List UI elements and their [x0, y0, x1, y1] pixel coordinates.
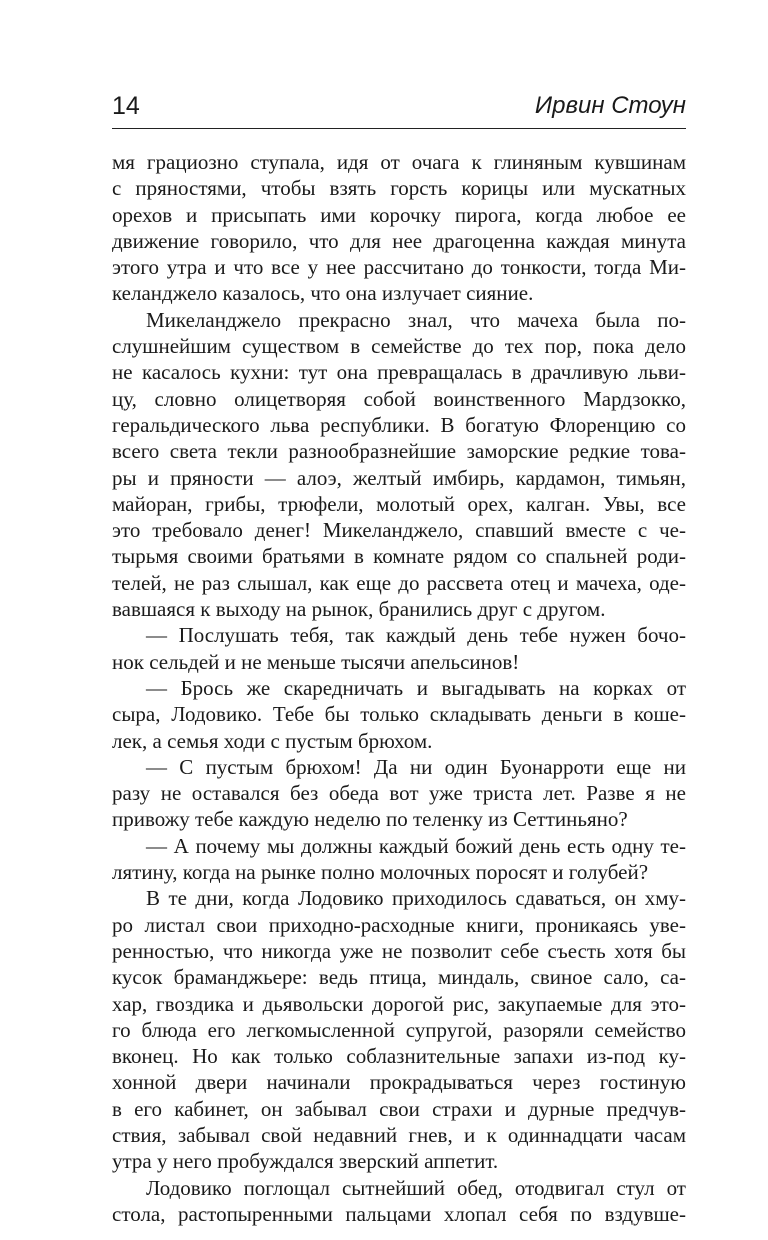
text-line: всего света текли разнообразнейшие заморские редкие това- — [112, 439, 686, 464]
text-line: разу не оставался без обеда вот уже триста лет. Разве я не — [112, 781, 686, 806]
text-line: сыра, Лодовико. Тебе бы только складывать деньги в коше- — [112, 702, 686, 727]
text-line: кусок браманджьере: ведь птица, миндаль, свиное сало, са- — [112, 965, 686, 990]
text-line: привожу тебе каждую неделю по теленку из Сеттиньяно? — [112, 807, 628, 832]
text-line: ро листал свои приходно-расходные книги, проникаясь уве- — [112, 912, 686, 937]
text-line: Лодовико поглощал сытнейший обед, отодвигал стул от — [146, 1175, 686, 1200]
text-line: — А почему мы должны каждый божий день есть одну те- — [146, 833, 686, 858]
body-text — [112, 149, 686, 1227]
text-line: лек, а семья ходи с пустым брюхом. — [112, 728, 433, 753]
text-line: не касалось кухни: тут она превращалась в драчливую льви- — [112, 360, 686, 385]
text-line: геральдического льва республики. В богатую Флоренцию со — [112, 412, 686, 437]
text-line: хар, гвоздика и дьявольски дорогой рис, закупаемые для это- — [112, 991, 686, 1016]
text-line: этого утра и что все у нее рассчитано до тонкости, тогда Ми- — [112, 255, 686, 280]
page-header — [112, 90, 686, 129]
text-line: — Брось же скаредничать и выгадывать на корках от — [146, 675, 686, 700]
text-line: вавшаяся к выходу на рынок, бранились друг с другом. — [112, 597, 606, 622]
text-line: го блюда его легкомысленной супругой, разоряли семейство — [112, 1017, 686, 1042]
text-line: хонной двери начинали прокрадываться через гостиную — [112, 1070, 686, 1095]
text-line: стола, растопыренными пальцами хлопал себя по вздувше- — [112, 1201, 686, 1226]
text-line: вконец. Но как только соблазнительные запахи из-под ку- — [112, 1044, 686, 1069]
text-line: ствия, забывал свой недавний гнев, и к одиннадцати часам — [112, 1122, 686, 1147]
text-line: в его кабинет, он забывал свои страхи и дурные предчув- — [112, 1096, 686, 1121]
text-line: нок сельдей и не меньше тысячи апельсинов! — [112, 649, 520, 674]
text-line: майоран, грибы, трюфели, молотый орех, калган. Увы, все — [112, 491, 686, 516]
text-line: Микеланджело прекрасно знал, что мачеха была по- — [146, 307, 686, 332]
text-line: лятину, когда на рынке полно молочных поросят и голубей? — [112, 860, 649, 885]
text-line: ренностью, что никогда уже не позволит себе съесть хотя бы — [112, 938, 686, 963]
text-line: слушнейшим существом в семействе до тех пор, пока дело — [112, 334, 686, 359]
page-number: 14 — [112, 92, 140, 120]
text-line: цу, словно олицетворяя собой воинственного Мардзокко, — [112, 386, 686, 411]
text-line: телей, не раз слышал, как еще до рассвета отец и мачеха, оде- — [112, 570, 686, 595]
text-line: мя грациозно ступала, идя от очага к глиняным кувшинам — [112, 150, 686, 174]
text-line: тырьмя своими братьями в комнате рядом со спальней роди- — [112, 544, 686, 569]
text-line: келанджело казалось, что она излучает сияние. — [112, 281, 534, 306]
text-line: ры и пряности — алоэ, желтый имбирь, кардамон, тимьян, — [112, 465, 686, 490]
text-line: орехов и присыпать ими корочку пирога, когда любое ее — [112, 202, 686, 227]
text-line: В те дни, когда Лодовико приходилось сдаваться, он хму- — [146, 886, 686, 911]
text-line: с пряностями, чтобы взять горсть корицы или мускатных — [112, 176, 686, 201]
text-line: утра у него пробуждался зверский аппетит. — [112, 1149, 499, 1174]
text-line: движение говорило, что для нее драгоценна каждая минута — [112, 228, 686, 253]
text-line: — Послушать тебя, так каждый день тебе нужен бочо- — [146, 623, 686, 648]
running-head-author: Ирвин Стоун — [534, 92, 686, 119]
text-line: — С пустым брюхом! Да ни один Буонарроти еще ни — [146, 754, 686, 779]
text-line: это требовало денег! Микеланджело, спавший вместе с че- — [112, 518, 686, 543]
